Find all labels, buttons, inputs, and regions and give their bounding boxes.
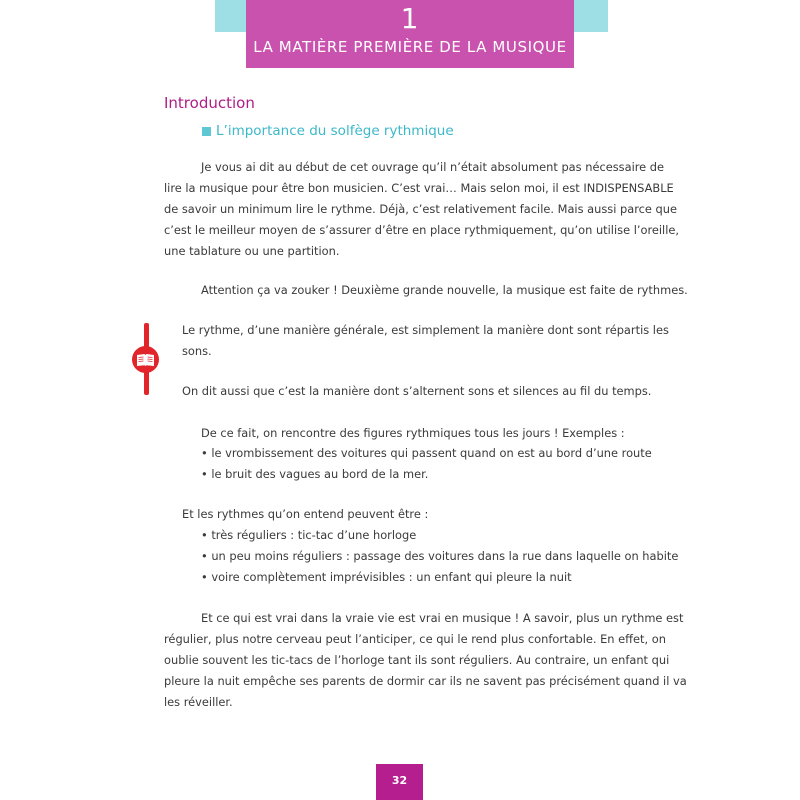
chapter-header: [246, 0, 574, 68]
examples-intro: De ce fait, on rencontre des figures rythmiques tous les jours ! Exemples :: [201, 426, 625, 440]
subsection-title: L’importance du solfège rythmique: [216, 123, 454, 139]
subsection-heading: [202, 123, 454, 139]
list-item: • un peu moins réguliers : passage des voitures dans la rue dans laquelle on habite: [201, 549, 679, 563]
paragraph-line: régulier, plus notre cerveau peut l’anticiper, ce qui le rend plus confortable. En effet, on: [164, 632, 666, 646]
paragraph-line: oublie souvent les tic-tacs de l’horloge tant ils sont réguliers. Au contraire, un enfant qui: [164, 653, 670, 667]
definition-line: sons.: [182, 344, 212, 358]
section-title: Introduction: [164, 94, 255, 112]
chapter-number: 1: [400, 2, 420, 35]
paragraph-line: Et ce qui est vrai dans la vraie vie est vrai en musique ! A savoir, plus un rythme est: [201, 611, 684, 625]
rhythms-intro: Et les rythmes qu’on entend peuvent être :: [182, 507, 429, 521]
paragraph-line: lire la musique pour être bon musicien. C’est vrai… Mais selon moi, il est INDISPENSABLE: [164, 181, 674, 195]
paragraph-line: les réveiller.: [164, 695, 233, 709]
definition-line: Le rythme, d’une manière générale, est simplement la manière dont sont répartis les: [182, 323, 669, 337]
paragraph-text: Attention ça va zouker ! Deuxième grande nouvelle, la musique est faite de rythmes.: [201, 283, 688, 297]
book-icon: [136, 353, 155, 367]
paragraph-line: Je vous ai dit au début de cet ouvrage qu’il n’était absolument pas nécessaire de: [201, 160, 665, 174]
page-number: 32: [376, 764, 423, 800]
paragraph-line: une tablature ou une partition.: [164, 244, 340, 258]
list-item: • le bruit des vagues au bord de la mer.: [201, 467, 429, 481]
paragraph-line: de savoir un minimum lire le rythme. Déjà, c’est relativement facile. Mais aussi parce que: [164, 202, 677, 216]
definition-line: On dit aussi que c’est la manière dont s’alternent sons et silences au fil du temps.: [182, 384, 652, 398]
list-item: • voire complètement imprévisibles : un enfant qui pleure la nuit: [201, 570, 572, 584]
chapter-title: LA MATIÈRE PREMIÈRE DE LA MUSIQUE: [253, 38, 567, 56]
square-bullet-icon: [202, 127, 211, 136]
paragraph-line: c’est le meilleur moyen de s’assurer d’être en place rythmiquement, qu’on utilise l’oreille,: [164, 223, 680, 237]
paragraph-line: pleure la nuit empêche ses parents de dormir car ils ne savent pas précisément quand il va: [164, 674, 687, 688]
list-item: • très réguliers : tic-tac d’une horloge: [201, 528, 417, 542]
definition-badge: [132, 346, 159, 373]
list-item: • le vrombissement des voitures qui passent quand on est au bord d’une route: [201, 446, 652, 460]
